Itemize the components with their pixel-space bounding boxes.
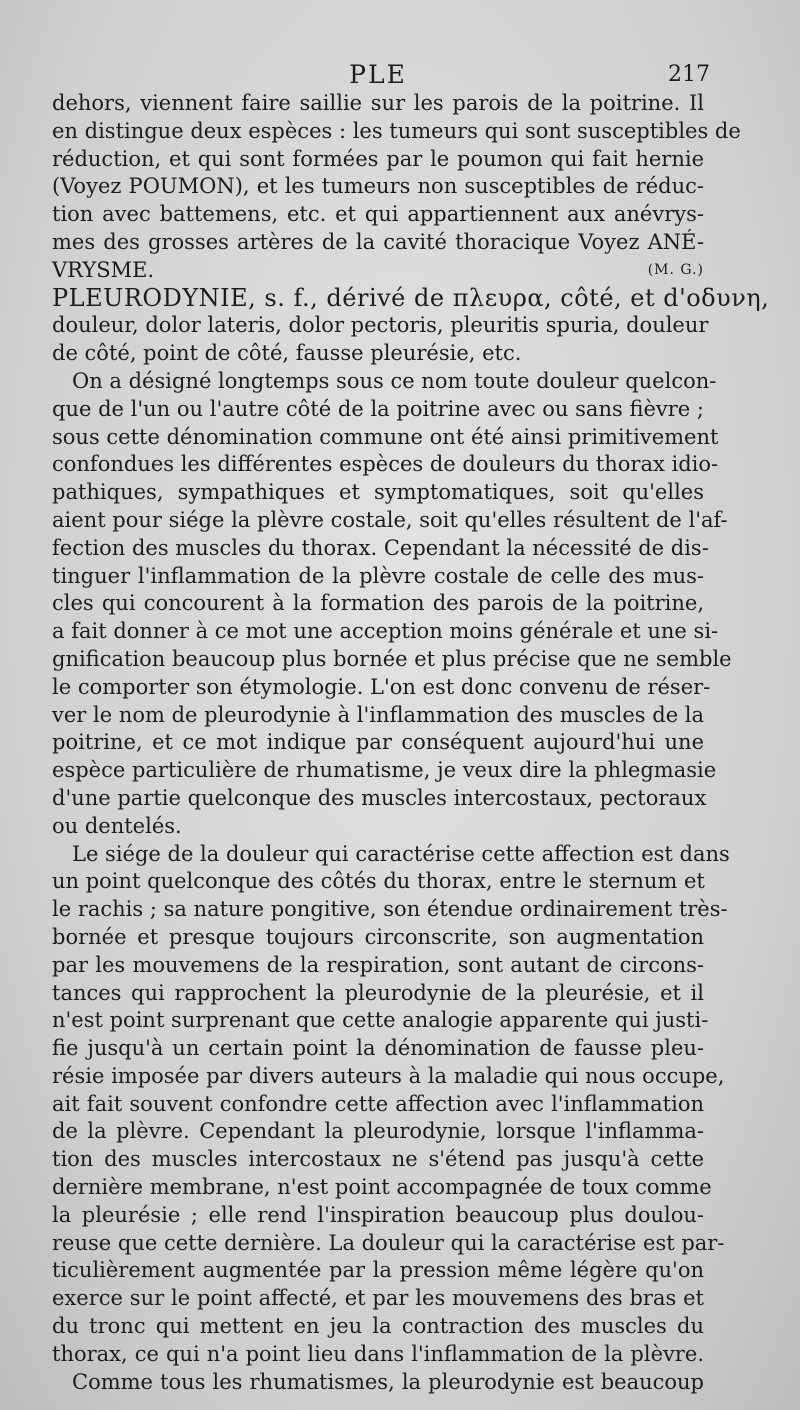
text-line-content: tances qui rapprochent la pleurodynie de la pleurésie, et il — [52, 980, 704, 1005]
text-line-content: pathiques, sympathiques et symptomatiques, soit qu'elles — [52, 480, 704, 505]
text-line — [52, 1174, 712, 1202]
text-line-content: bornée et presque toujours circonscrite, son augmentation — [52, 924, 704, 949]
text-line — [52, 646, 732, 674]
text-line-content: tinguer l'inflammation de la plèvre costale de celle des mus- — [52, 563, 704, 588]
text-line-content: de côté, point de côté, fausse pleurésie, etc. — [52, 341, 522, 366]
text-line — [52, 868, 704, 896]
text-line — [52, 757, 717, 785]
running-title: PLE — [349, 60, 407, 89]
text-line-content: que de l'un ou l'autre côté de la poitrine avec ou sans fièvre ; — [52, 396, 704, 421]
text-line-content: du tronc qui mettent en jeu la contraction des muscles du — [52, 1314, 704, 1339]
text-line — [52, 118, 741, 146]
text-line — [52, 896, 728, 924]
text-line-content: un point quelconque des côtés du thorax, entre le sternum et — [52, 869, 705, 894]
text-line — [52, 257, 704, 285]
text-line-content: ticulièrement augmentée par la pression même légère qu'on — [52, 1258, 704, 1283]
text-line — [52, 535, 709, 563]
text-line-content: ait fait souvent confondre cette affection avec l'inflammation — [52, 1091, 704, 1116]
text-line-content: tion des muscles intercostaux ne s'étend pas jusqu'à cette — [52, 1147, 704, 1172]
text-line-content: (Voyez POUMON), et les tumeurs non susceptibles de réduc- — [52, 174, 704, 199]
text-line — [52, 1285, 704, 1313]
text-line — [52, 924, 704, 952]
text-line-content: douleur, dolor lateris, dolor pectoris, pleuritis spuria, douleur — [52, 313, 709, 338]
text-line — [52, 1369, 704, 1397]
text-line — [52, 1202, 704, 1230]
text-line-content: mes des grosses artères de la cavité thoracique Voyez ANÉ- — [52, 229, 704, 254]
text-line — [52, 563, 704, 591]
text-line — [52, 479, 704, 507]
text-line — [52, 396, 704, 424]
text-line-content: Le siége de la douleur qui caractérise cette affection est dans — [72, 841, 730, 866]
author-signature: (M. G.) — [647, 261, 704, 278]
text-line-content: dernière membrane, n'est point accompagnée de toux comme — [52, 1175, 712, 1200]
text-line-content: VRYSME. — [52, 257, 155, 282]
text-line-content: dehors, viennent faire saillie sur les parois de la poitrine. Il — [52, 91, 704, 115]
text-line — [52, 1035, 704, 1063]
text-line — [52, 590, 704, 618]
text-line-content: poitrine, et ce mot indique par conséquent aujourd'hui une — [52, 730, 704, 755]
text-line — [52, 229, 704, 257]
text-line — [52, 618, 719, 646]
text-line — [52, 340, 704, 368]
text-line — [52, 952, 704, 980]
text-line — [52, 312, 709, 340]
text-line — [52, 283, 770, 313]
text-line-content: cles qui concourent à la formation des parois de la poitrine, — [52, 591, 704, 616]
text-line-content: fie jusqu'à un certain point la dénomination de fausse pleu- — [52, 1036, 704, 1061]
text-line-content: ver le nom de pleurodynie à l'inflammation des muscles de la — [52, 702, 705, 727]
text-line — [52, 813, 704, 841]
text-line — [52, 702, 704, 730]
text-line — [52, 1257, 704, 1285]
text-line — [52, 674, 711, 702]
text-line-content: On a désigné longtemps sous ce nom toute douleur quelcon- — [72, 368, 717, 393]
text-line — [52, 841, 730, 869]
text-line-content: réduction, et qui sont formées par le poumon qui fait hernie — [52, 146, 704, 171]
text-line — [52, 729, 704, 757]
text-line — [52, 1063, 725, 1091]
text-line — [52, 451, 719, 479]
text-line-content: le comporter son étymologie. L'on est donc convenu de réser- — [52, 674, 711, 699]
text-line-content: thorax, ce qui n'a point lieu dans l'inflammation de la plèvre. — [52, 1341, 704, 1366]
text-line — [52, 785, 707, 813]
text-line — [52, 1146, 704, 1174]
text-line — [52, 424, 719, 452]
text-line-content: n'est point surprenant que cette analogie apparente qui justi- — [52, 1008, 709, 1033]
text-line-content: confondues les différentes espèces de douleurs du thorax idio- — [52, 452, 719, 477]
text-line-content: espèce particulière de rhumatisme, je veux dire la phlegmasie — [52, 758, 717, 783]
running-header — [52, 60, 710, 90]
text-line — [52, 980, 704, 1008]
text-line — [52, 1091, 704, 1119]
text-line-content: fection des muscles du thorax. Cependant la nécessité de dis- — [52, 535, 709, 560]
text-line — [52, 201, 704, 229]
text-line — [52, 1341, 704, 1369]
body-text — [52, 90, 770, 1396]
text-line-content: de la plèvre. Cependant la pleurodynie, lorsque l'inflamma- — [52, 1119, 704, 1144]
text-line-content: résie imposée par divers auteurs à la maladie qui nous occupe, — [52, 1063, 725, 1088]
text-line-content: le rachis ; sa nature pongitive, son étendue ordinairement très- — [52, 897, 728, 922]
text-line-content: ou dentelés. — [52, 813, 182, 838]
text-line-content: par les mouvemens de la respiration, sont autant de circons- — [52, 952, 704, 977]
text-line-content: PLEURODYNIE, s. f., dérivé de πλευρα, côté, et d'οδυνη, — [52, 283, 770, 312]
text-line — [52, 173, 704, 201]
page-number: 217 — [668, 62, 710, 87]
text-line — [52, 1230, 725, 1258]
book-page — [52, 60, 770, 1396]
text-line-content: gnification beaucoup plus bornée et plus précise que ne semble — [52, 646, 732, 671]
text-line-content: Comme tous les rhumatismes, la pleurodynie est beaucoup — [72, 1369, 704, 1394]
text-line — [52, 507, 728, 535]
text-line — [52, 368, 717, 396]
text-line-content: sous cette dénomination commune ont été ainsi primitivement — [52, 424, 719, 449]
text-line — [52, 1118, 704, 1146]
text-line-content: d'une partie quelconque des muscles intercostaux, pectoraux — [52, 785, 707, 810]
text-line — [52, 1007, 709, 1035]
text-line-content: en distingue deux espèces : les tumeurs qui sont susceptibles de — [52, 118, 741, 143]
text-line — [52, 90, 704, 118]
text-line-content: reuse que cette dernière. La douleur qui la caractérise est par- — [52, 1230, 725, 1255]
text-line-content: tion avec battemens, etc. et qui appartiennent aux anévrys- — [52, 202, 704, 227]
text-line — [52, 1313, 704, 1341]
text-line-content: la pleurésie ; elle rend l'inspiration beaucoup plus doulou- — [52, 1202, 704, 1227]
text-line-content: exerce sur le point affecté, et par les mouvemens des bras et — [52, 1286, 704, 1311]
text-line-content: aient pour siége la plèvre costale, soit qu'elles résultent de l'af- — [52, 507, 728, 532]
text-line-content: a fait donner à ce mot une acception moins générale et une si- — [52, 619, 719, 644]
text-line — [52, 146, 704, 174]
